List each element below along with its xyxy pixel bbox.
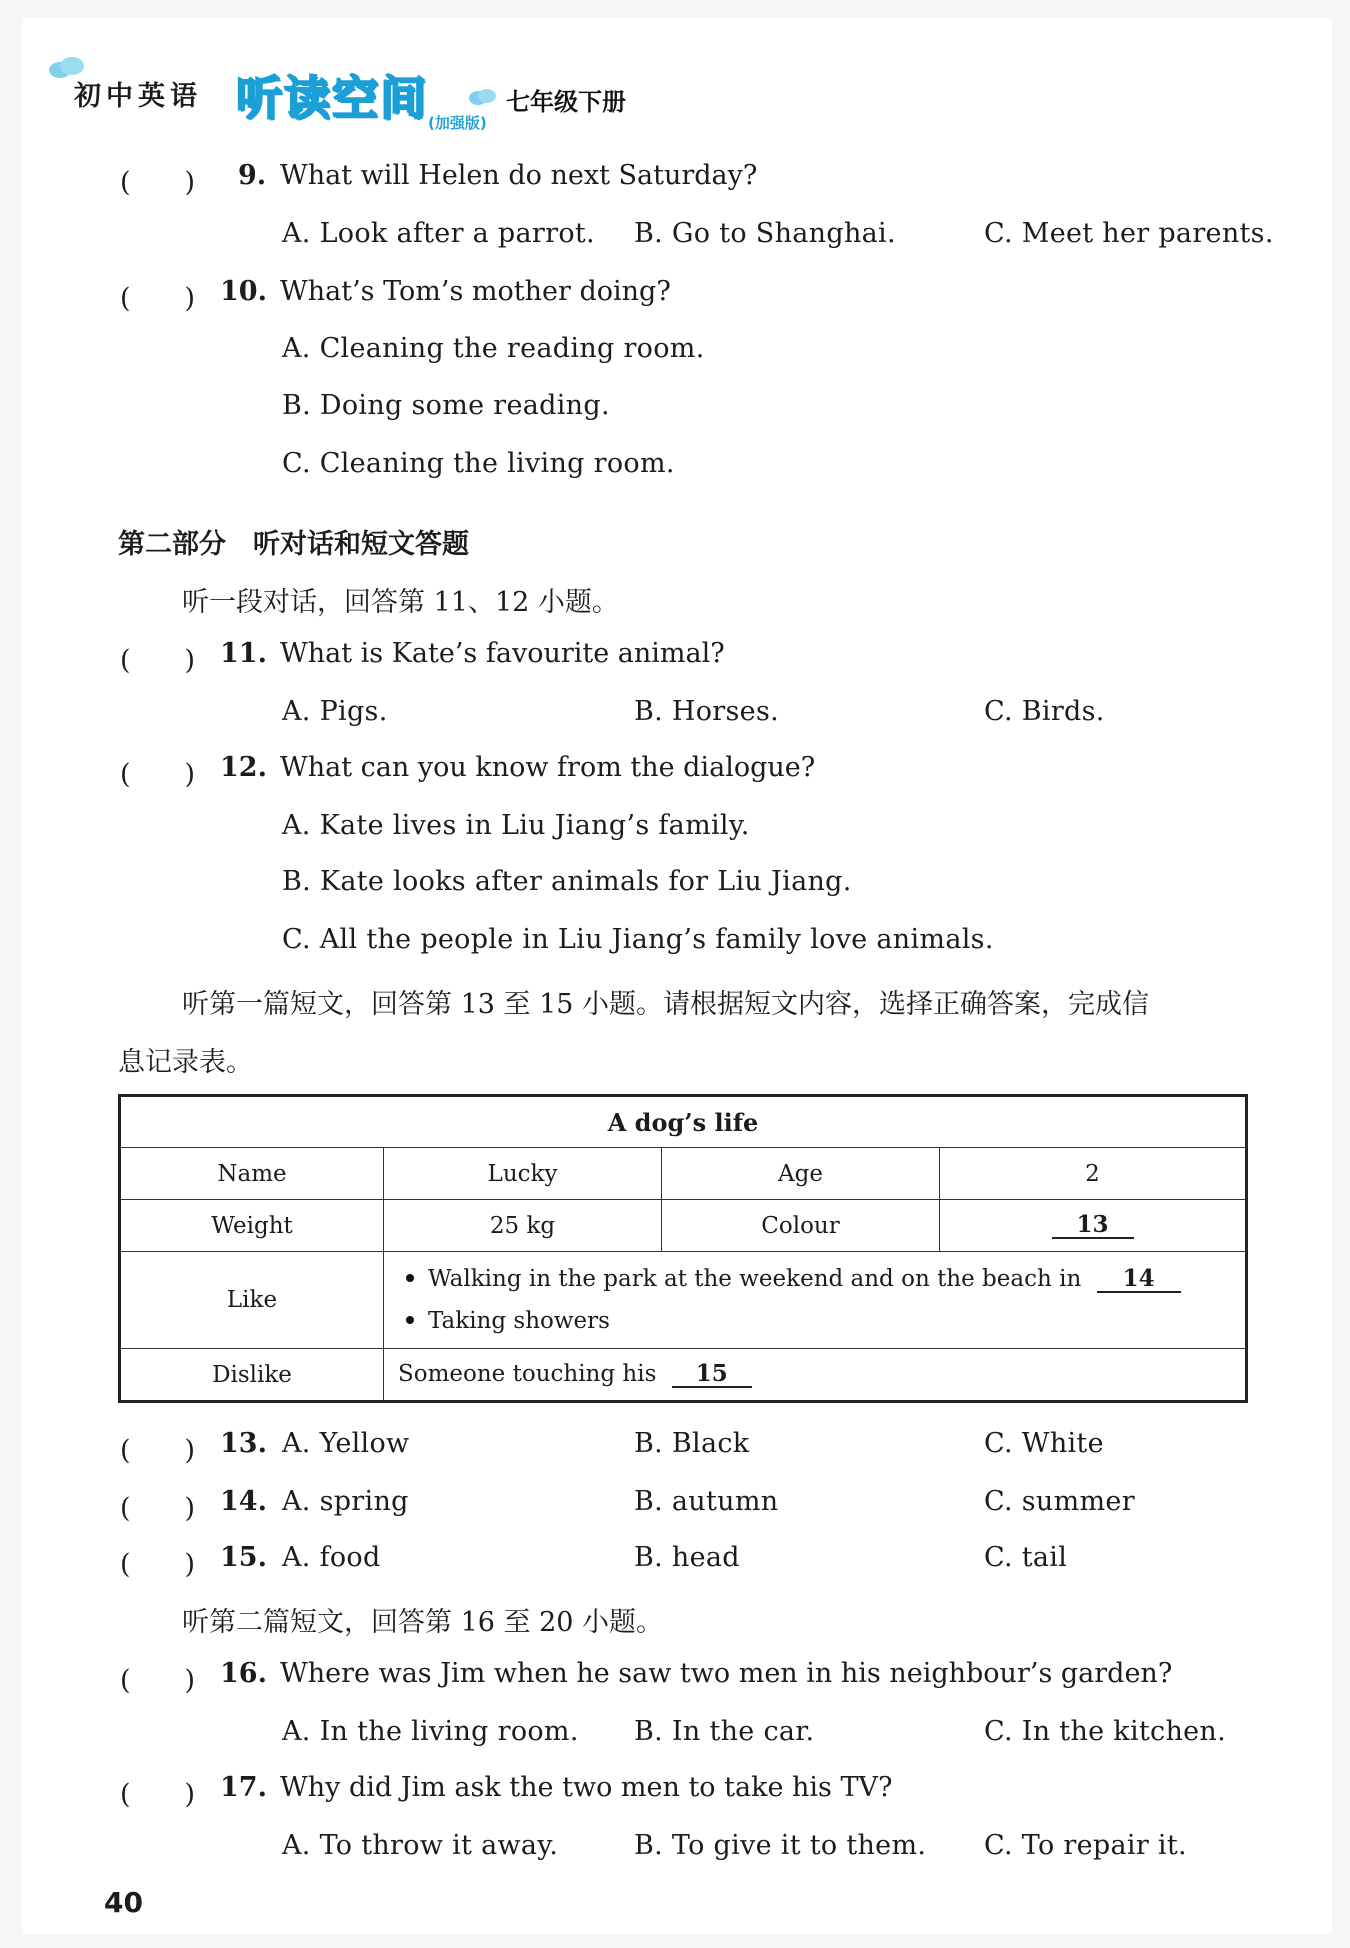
answer-blank[interactable]: ( )	[120, 283, 196, 314]
colour-blank-13[interactable]: 13	[1052, 1212, 1134, 1239]
like-item	[406, 1258, 1245, 1300]
table-row	[120, 1349, 1247, 1402]
option-c: C. All the people in Liu Jiang’s family love animals.	[282, 924, 994, 955]
answer-blank[interactable]: ( )	[120, 1493, 196, 1524]
question-number: 11.	[220, 638, 267, 669]
option-a: A. Pigs.	[282, 696, 388, 727]
option-b: B. autumn	[634, 1486, 779, 1517]
answer-blank[interactable]: ( )	[120, 1665, 196, 1696]
option-c: C. In the kitchen.	[984, 1716, 1227, 1747]
option-c: C. summer	[984, 1486, 1135, 1517]
option-b: B. To give it to them.	[634, 1830, 927, 1861]
option-c: C. Cleaning the living room.	[282, 448, 675, 479]
colour-label: Colour	[662, 1200, 940, 1252]
question-text: What can you know from the dialogue?	[280, 752, 816, 783]
header-grade: 七年级下册	[506, 88, 626, 116]
header-brand-logo: 听读空间	[236, 71, 428, 125]
option-b: B. Go to Shanghai.	[634, 218, 896, 249]
option-b: B. Black	[634, 1428, 750, 1459]
option-a: A. food	[282, 1542, 381, 1573]
question-text: Why did Jim ask the two men to take his TV?	[280, 1772, 893, 1803]
like-cell	[384, 1252, 1247, 1349]
option-b: B. Doing some reading.	[282, 390, 610, 421]
section-title: 第二部分 听对话和短文答题	[118, 529, 469, 560]
table-row	[120, 1148, 1247, 1200]
colour-cell	[940, 1200, 1247, 1252]
dislike-text: Someone touching his	[398, 1360, 657, 1387]
question-text: Where was Jim when he saw two men in his neighbour’s garden?	[280, 1658, 1173, 1689]
answer-blank[interactable]: ( )	[120, 645, 196, 676]
option-b: B. Horses.	[634, 696, 779, 727]
option-b: B. head	[634, 1542, 740, 1573]
question-number: 15.	[220, 1542, 267, 1573]
option-c: C. Meet her parents.	[984, 218, 1274, 249]
option-b: B. In the car.	[634, 1716, 815, 1747]
answer-blank[interactable]: ( )	[120, 1549, 196, 1580]
header-subject: 初中英语	[74, 81, 202, 112]
answer-blank[interactable]: ( )	[120, 1779, 196, 1810]
like-label: Like	[120, 1252, 384, 1349]
answer-blank[interactable]: ( )	[120, 167, 196, 198]
header-edition: (加强版)	[428, 114, 487, 132]
age-value: 2	[940, 1148, 1247, 1200]
table-title: A dog’s life	[120, 1096, 1247, 1148]
cloud-small-icon	[468, 88, 498, 106]
option-a: A. Cleaning the reading room.	[282, 333, 705, 364]
instruction-passage-1-cont: 息记录表。	[118, 1047, 253, 1078]
question-text: What’s Tom’s mother doing?	[280, 276, 671, 307]
bullet-icon	[406, 1274, 414, 1282]
like-blank-14[interactable]: 14	[1097, 1266, 1181, 1293]
like-item-text: Walking in the park at the weekend and on the beach in	[428, 1266, 1082, 1292]
answer-blank[interactable]: ( )	[120, 1435, 196, 1466]
answer-blank[interactable]: ( )	[120, 759, 196, 790]
page-number: 40	[104, 1886, 143, 1919]
question-text: What is Kate’s favourite animal?	[280, 638, 725, 669]
instruction-passage-2: 听第二篇短文，回答第 16 至 20 小题。	[182, 1607, 664, 1638]
question-number: 10.	[220, 276, 267, 307]
weight-value: 25 kg	[384, 1200, 662, 1252]
question-number: 17.	[220, 1772, 267, 1803]
question-number: 14.	[220, 1486, 267, 1517]
question-number: 13.	[220, 1428, 267, 1459]
dislike-cell	[384, 1349, 1247, 1402]
option-a: A. Yellow	[282, 1428, 410, 1459]
option-c: C. tail	[984, 1542, 1068, 1573]
question-text: What will Helen do next Saturday?	[280, 160, 758, 191]
question-number: 16.	[220, 1658, 267, 1689]
dislike-blank-15[interactable]: 15	[672, 1361, 752, 1388]
like-item	[406, 1300, 1245, 1342]
dislike-label: Dislike	[120, 1349, 384, 1402]
table-row	[120, 1252, 1247, 1349]
option-c: C. Birds.	[984, 696, 1105, 727]
table-row	[120, 1200, 1247, 1252]
name-value: Lucky	[384, 1148, 662, 1200]
option-a: A. To throw it away.	[282, 1830, 559, 1861]
option-c: C. White	[984, 1428, 1104, 1459]
info-record-table	[118, 1094, 1248, 1403]
question-number: 12.	[220, 752, 267, 783]
page-sheet	[22, 18, 1332, 1934]
option-b: B. Kate looks after animals for Liu Jiang.	[282, 866, 852, 897]
option-a: A. Kate lives in Liu Jiang’s family.	[282, 810, 750, 841]
like-item-text: Taking showers	[428, 1308, 610, 1334]
bullet-icon	[406, 1316, 414, 1324]
page-header	[0, 0, 1350, 140]
name-label: Name	[120, 1148, 384, 1200]
instruction-passage-1: 听第一篇短文，回答第 13 至 15 小题。请根据短文内容，选择正确答案，完成信	[182, 989, 1150, 1020]
option-a: A. spring	[282, 1486, 409, 1517]
instruction-dialogue: 听一段对话，回答第 11、12 小题。	[182, 587, 619, 618]
option-a: A. In the living room.	[282, 1716, 579, 1747]
option-c: C. To repair it.	[984, 1830, 1187, 1861]
option-a: A. Look after a parrot.	[282, 218, 595, 249]
question-number: 9.	[238, 160, 267, 191]
weight-label: Weight	[120, 1200, 384, 1252]
age-label: Age	[662, 1148, 940, 1200]
